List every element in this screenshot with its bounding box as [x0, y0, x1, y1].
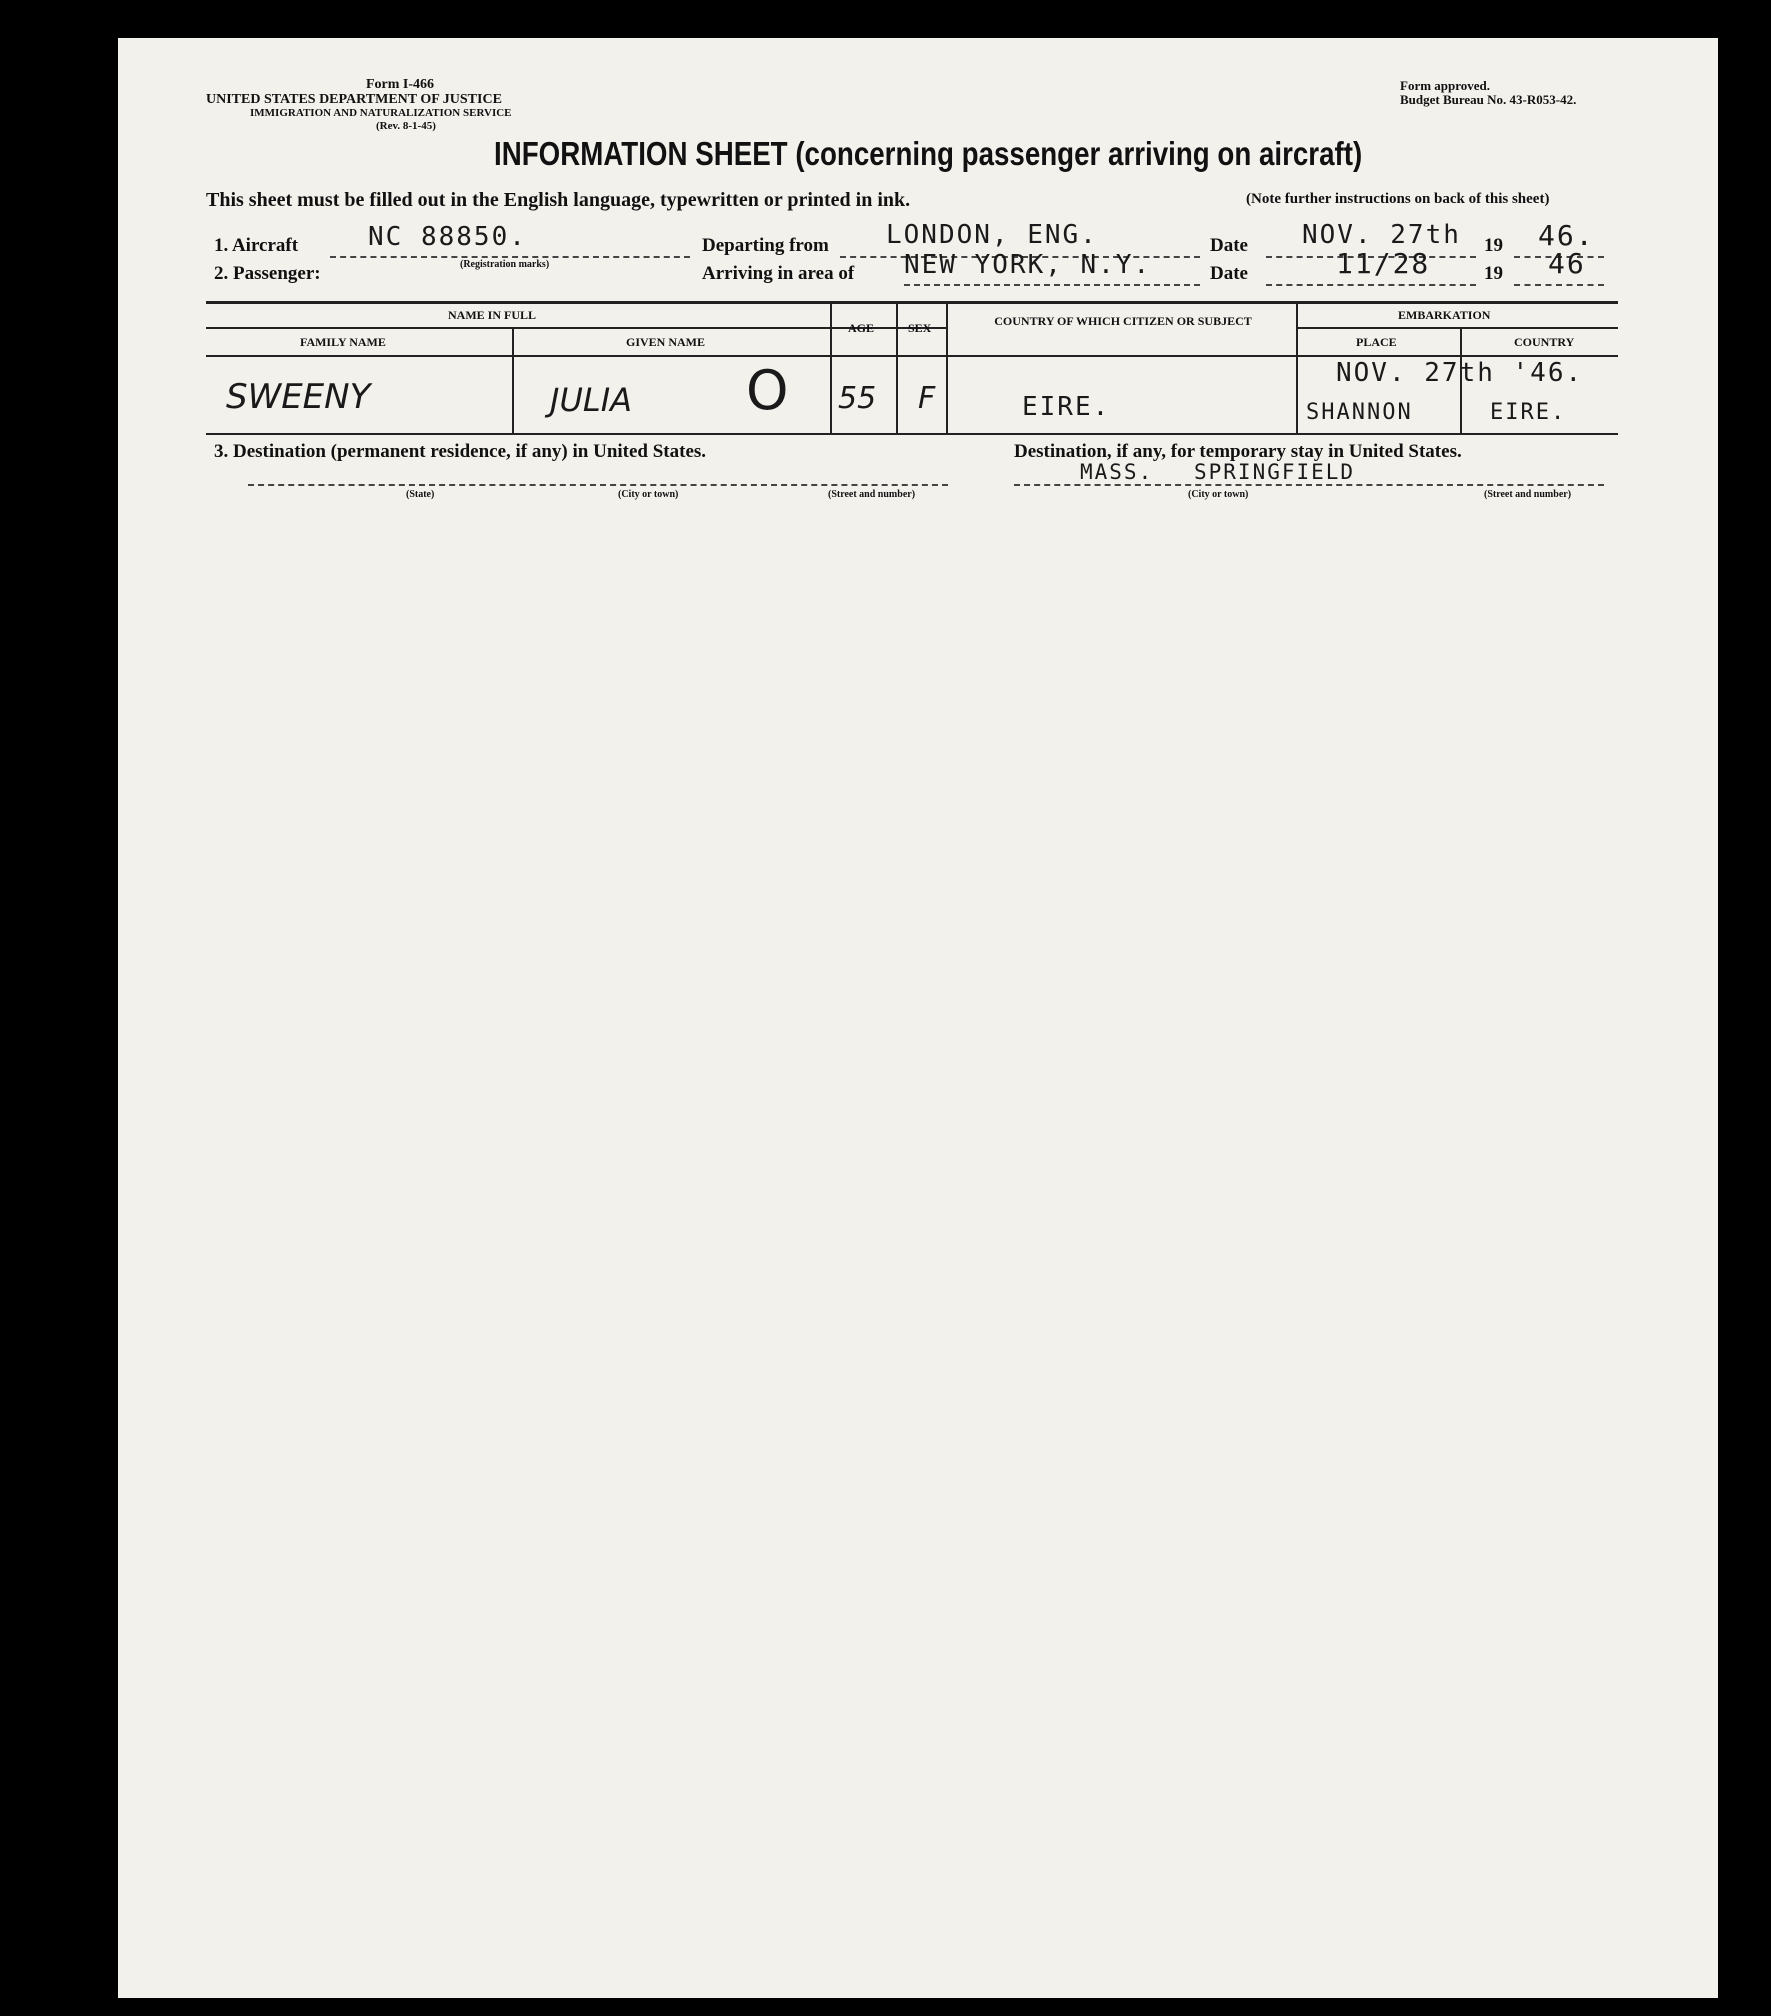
revision: (Rev. 8-1-45): [376, 120, 436, 132]
family-name-header: FAMILY NAME: [300, 335, 386, 349]
family-name-value: SWEENY: [226, 377, 371, 417]
budget-bureau: Budget Bureau No. 43-R053-42.: [1400, 92, 1577, 107]
form-approved: Form approved.: [1400, 78, 1491, 93]
year2-prefix: 19: [1484, 263, 1503, 284]
departing-label: Departing from: [702, 235, 829, 256]
country-header: COUNTRY: [1514, 335, 1575, 349]
year1-prefix: 19: [1484, 235, 1503, 256]
item3-city-cap: (City or town): [618, 489, 679, 500]
given-name-value: JULIA: [550, 381, 633, 419]
initial-value: O: [746, 359, 789, 422]
passenger-label: 2. Passenger:: [214, 263, 321, 284]
back-note: (Note further instructions on back of this sheet): [1246, 191, 1550, 207]
departing-value: LONDON, ENG.: [886, 220, 1098, 250]
item3-temp-city: SPRINGFIELD: [1194, 460, 1356, 484]
date1-value: NOV. 27th: [1302, 220, 1461, 250]
date2-label: Date: [1210, 263, 1248, 284]
year1-value: 46.: [1538, 219, 1595, 252]
instruction: This sheet must be filled out in the English language, typewritten or printed in ink.: [206, 189, 911, 211]
page-title: INFORMATION SHEET (concerning passenger arriving on aircraft): [494, 135, 1363, 172]
year2-value: 46: [1548, 247, 1586, 280]
aircraft-label: 1. Aircraft: [214, 235, 299, 256]
aircraft-value: NC 88850.: [368, 222, 527, 252]
citizen-value: EIRE.: [1022, 392, 1111, 422]
age-value: 55: [838, 381, 877, 416]
place-value: SHANNON: [1306, 400, 1413, 425]
embarkation-date-value: NOV. 27th '46.: [1336, 358, 1584, 388]
date1-label: Date: [1210, 235, 1248, 256]
department: UNITED STATES DEPARTMENT OF JUSTICE: [206, 92, 502, 107]
arriving-label: Arriving in area of: [702, 263, 855, 284]
item3-state-cap: (State): [406, 489, 435, 500]
name-in-full-header: NAME IN FULL: [448, 308, 537, 322]
form-number: Form I-466: [366, 77, 435, 92]
given-name-header: GIVEN NAME: [626, 335, 706, 349]
arriving-value: NEW YORK, N.Y.: [904, 250, 1152, 280]
form-sheet: [118, 38, 1718, 1998]
place-header: PLACE: [1356, 335, 1397, 349]
registration-caption: (Registration marks): [460, 259, 550, 270]
item3-temp-state: MASS.: [1080, 460, 1154, 484]
item3-label: 3. Destination (permanent residence, if any) in United States.: [214, 441, 707, 462]
item3-street-cap: (Street and number): [828, 489, 916, 500]
sex-value: F: [918, 381, 936, 416]
date2-value: 11/28: [1336, 247, 1431, 280]
item3-temp-street-cap: (Street and number): [1484, 489, 1572, 500]
age-header: AGE: [848, 321, 875, 335]
sex-header: SEX: [908, 321, 932, 335]
country-value: EIRE.: [1490, 400, 1567, 425]
embarkation-header: EMBARKATION: [1398, 308, 1491, 322]
citizen-header: COUNTRY OF WHICH CITIZEN OR SUBJECT: [994, 314, 1252, 328]
item3-temp-city-cap: (City or town): [1188, 489, 1249, 500]
item3-temp-label: Destination, if any, for temporary stay in United States.: [1014, 441, 1462, 462]
service: IMMIGRATION AND NATURALIZATION SERVICE: [250, 107, 512, 119]
